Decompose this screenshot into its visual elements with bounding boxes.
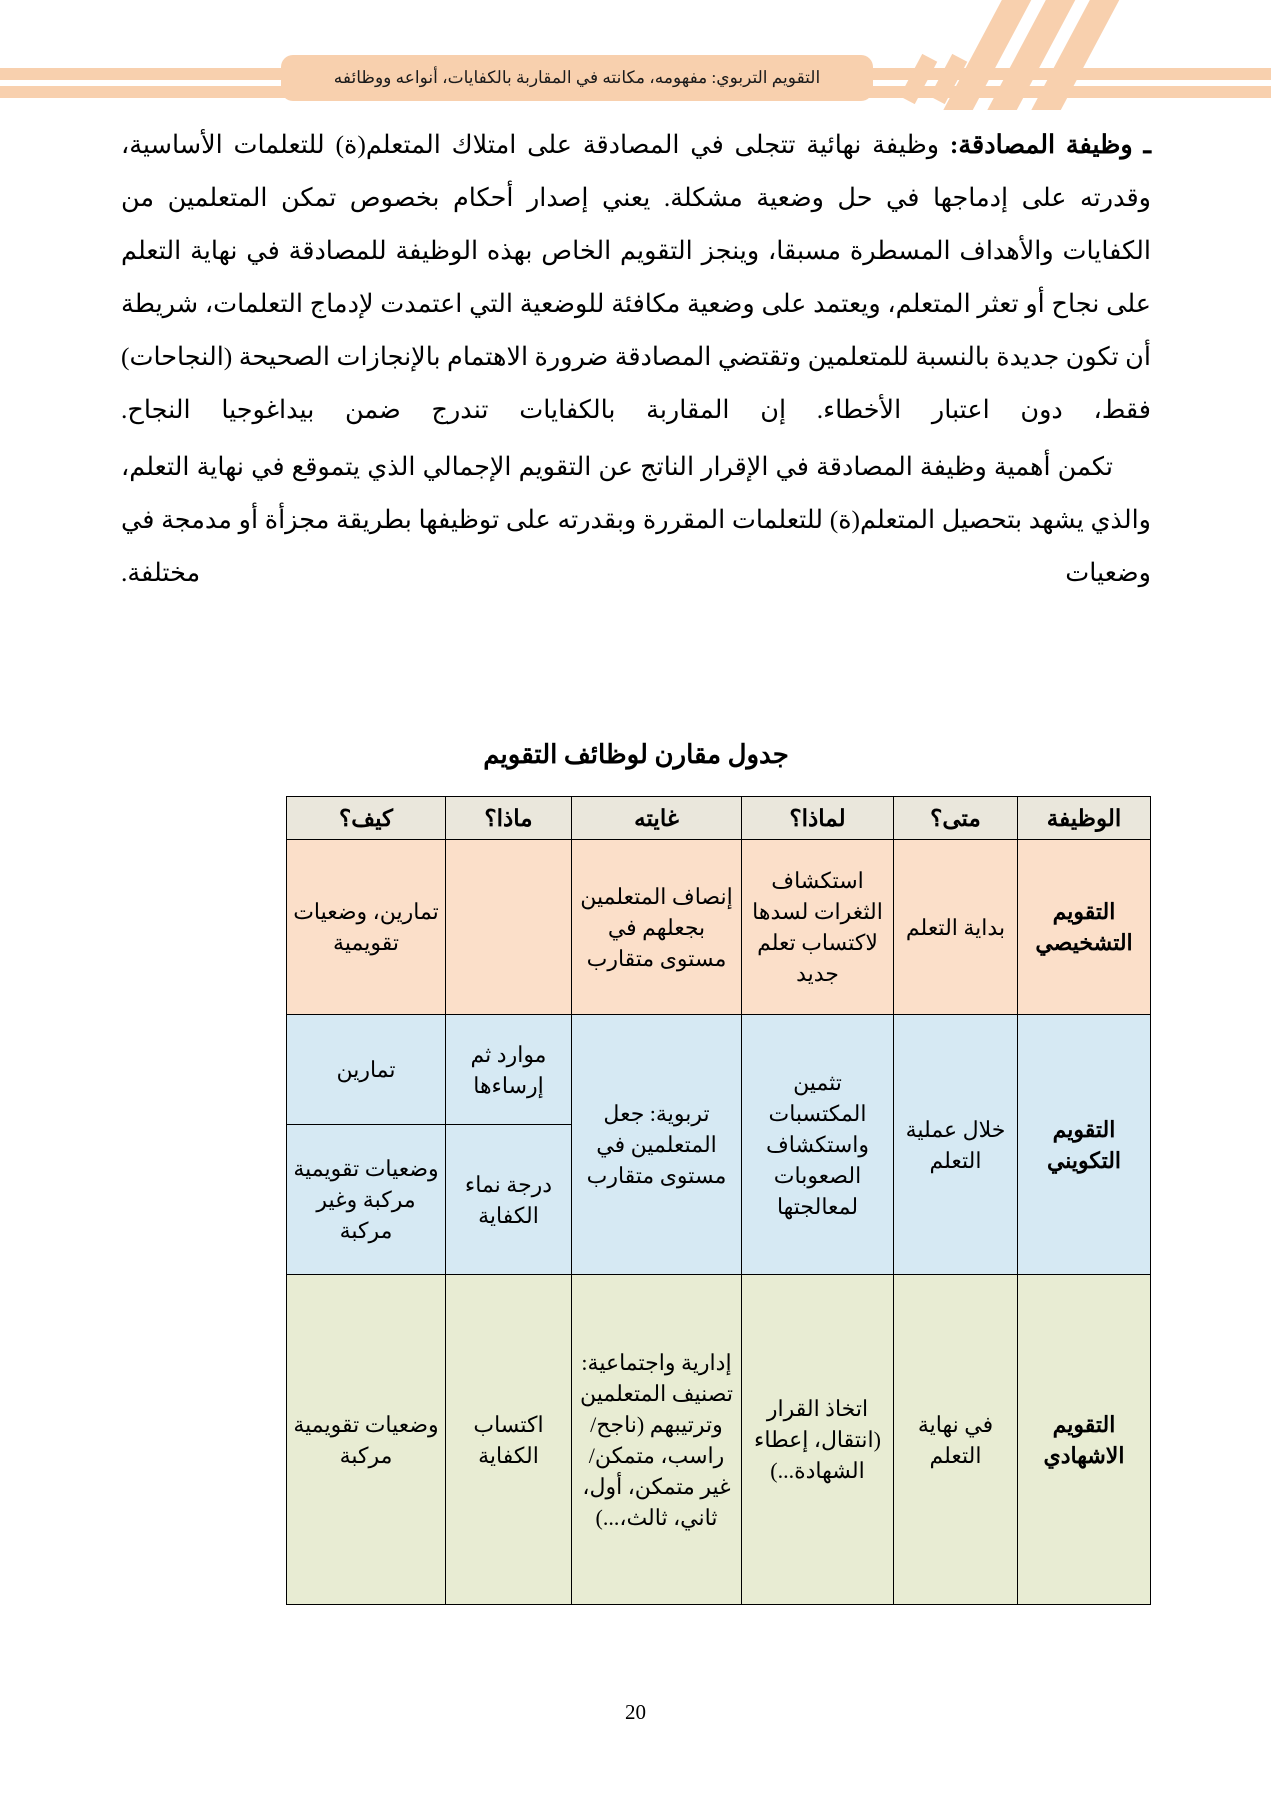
cell-goal-diagnostic: إنصاف المتعلمين بجعلهم في مستوى متقارب: [572, 840, 742, 1015]
table-caption: جدول مقارن لوظائف التقويم: [483, 740, 789, 769]
cell-goal-certifying: إدارية واجتماعية: تصنيف المتعلمين وترتيبهم (ناجح/راسب، متمكن/غير متمكن، أول، ثاني، ثالث،...): [572, 1275, 742, 1605]
cell-how-formative-situations: وضعيات تقويمية مركبة وغير مركبة: [287, 1125, 446, 1275]
running-title-chip: [281, 55, 873, 101]
page-number: 20: [625, 1700, 646, 1724]
table-row: [287, 840, 1151, 1015]
table-header-row: [287, 797, 1151, 840]
paragraph-lead-label: ـ وظيفة المصادقة:: [949, 130, 1151, 159]
column-header-what: ماذا؟: [446, 797, 572, 840]
evaluation-functions-table: [286, 796, 1151, 1605]
body-content: [121, 118, 1151, 603]
cell-function-formative: التقويم التكويني: [1018, 1015, 1151, 1275]
cell-why-diagnostic: استكشاف الثغرات لسدها لاكتساب تعلم جديد: [742, 840, 894, 1015]
column-header-function: الوظيفة: [1018, 797, 1151, 840]
cell-what-diagnostic: [446, 840, 572, 1015]
cell-when-formative: خلال عملية التعلم: [894, 1015, 1018, 1275]
paragraph-text: وظيفة نهائية تتجلى في المصادقة على امتلاك المتعلم(ة) للتعلمات الأساسية، وقدرته على إدماجها في حل وضعية مشكلة. يعني إصدار أحكام بخصوص تمكن المتعلمين من الكفايات والأهداف المسطرة مسبقا، وينجز التقويم الخاص بهذه الوظيفة للمصادقة في نهاية التعلم على نجاح أو تعثر المتعلم، ويعتمد على وضعية مكافئة للوضعية التي اعتمدت لإدماج التعلمات، شريطة أن تكون جديدة بالنسبة للمتعلمين وتقتضي المصادقة ضرورة الاهتمام بالإنجازات الصحيحة (النجاحات) فقط، دون اعتبار الأخطاء. إن المقاربة بالكفايات تندرج ضمن بيداغوجيا النجاح.: [121, 130, 1151, 424]
running-title-text: التقويم التربوي: مفهومه، مكانته في المقاربة بالكفايات، أنواعه ووظائفه: [333, 68, 821, 87]
paragraph-authentication-function: [121, 118, 1151, 436]
column-header-goal: غايته: [572, 797, 742, 840]
table-row: [287, 1275, 1151, 1605]
cell-why-certifying: اتخاذ القرار (انتقال، إعطاء الشهادة...): [742, 1275, 894, 1605]
cell-why-formative: تثمين المكتسبات واستكشاف الصعوبات لمعالجتها: [742, 1015, 894, 1275]
cell-when-certifying: في نهاية التعلم: [894, 1275, 1018, 1605]
cell-how-formative-exercises: تمارين: [287, 1015, 446, 1125]
cell-what-formative-resources: موارد ثم إرساءها: [446, 1015, 572, 1125]
column-header-how: كيف؟: [287, 797, 446, 840]
cell-function-certifying: التقويم الاشهادي: [1018, 1275, 1151, 1605]
cell-what-formative-competency-degree: درجة نماء الكفاية: [446, 1125, 572, 1275]
comparison-table-wrapper: [287, 796, 1151, 1605]
cell-function-diagnostic: التقويم التشخيصي: [1018, 840, 1151, 1015]
cell-when-diagnostic: بداية التعلم: [894, 840, 1018, 1015]
cell-how-diagnostic: تمارين، وضعيات تقويمية: [287, 840, 446, 1015]
paragraph-importance-of-authentication: [121, 440, 1151, 599]
table-row: [287, 1015, 1151, 1125]
cell-what-certifying: اكتساب الكفاية: [446, 1275, 572, 1605]
paragraph-text: تكمن أهمية وظيفة المصادقة في الإقرار الناتج عن التقويم الإجمالي الذي يتموقع في نهاية التعلم، والذي يشهد بتحصيل المتعلم(ة) للتعلمات المقررة وبقدرته على توظيفها بطريقة مجزأة أو مدمجة في وضعيات مختلفة.: [121, 452, 1151, 587]
column-header-when: متى؟: [894, 797, 1018, 840]
cell-goal-formative: تربوية: جعل المتعلمين في مستوى متقارب: [572, 1015, 742, 1275]
cell-how-certifying: وضعيات تقويمية مركبة: [287, 1275, 446, 1605]
column-header-why: لماذا؟: [742, 797, 894, 840]
page-header: [0, 0, 1271, 110]
